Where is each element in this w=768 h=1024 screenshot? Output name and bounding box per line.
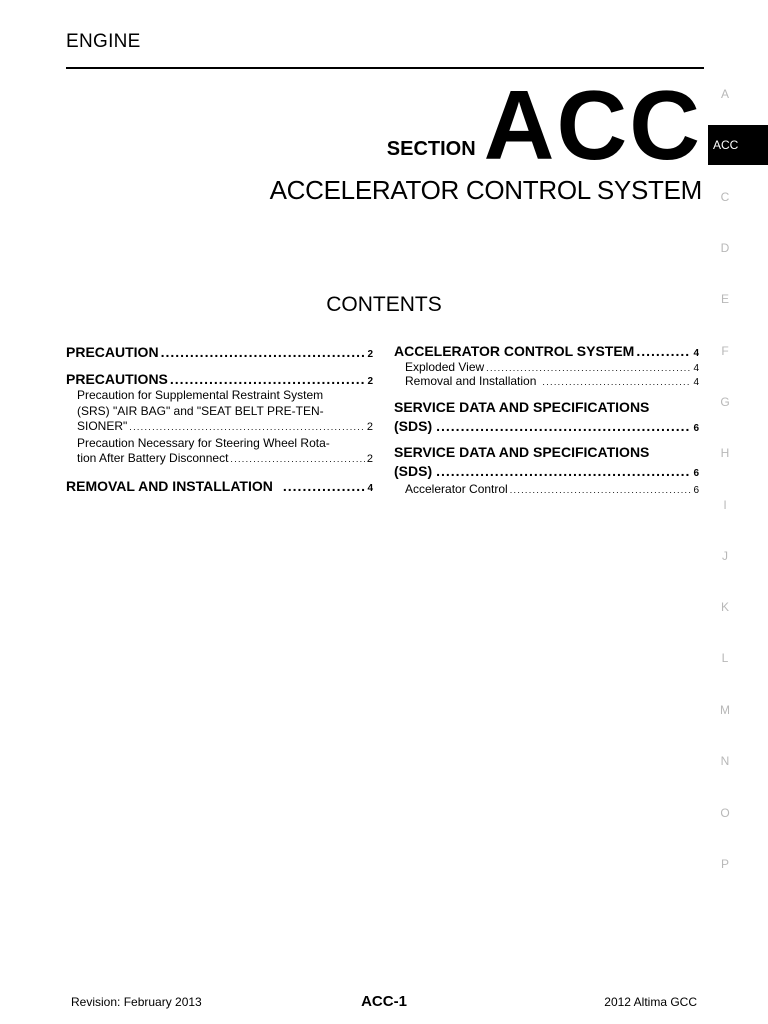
toc-label-line: (SDS) (394, 418, 433, 434)
index-tab-g[interactable]: G (720, 395, 730, 409)
contents-heading: CONTENTS (326, 293, 442, 316)
toc-label: Accelerator Control (405, 482, 508, 496)
header-rule (66, 67, 704, 69)
toc-label-line: Precaution Necessary for Steering Wheel Rota- (77, 435, 330, 450)
toc-label-line: SERVICE DATA AND SPECIFICATIONS (394, 399, 650, 415)
revision-date: Revision: February 2013 (71, 995, 202, 1009)
dot-leader (436, 417, 691, 436)
index-tab-k[interactable]: K (720, 600, 729, 614)
toc-entry-removal-installation[interactable] (66, 478, 373, 494)
dot-leader (636, 343, 691, 359)
toc-page: 2 (366, 453, 373, 465)
toc-left-column (66, 344, 373, 494)
toc-label-line: (SRS) "AIR BAG" and "SEAT BELT PRE-TEN- (77, 403, 324, 418)
toc-entry-srs[interactable] (66, 388, 373, 436)
toc-page: 2 (366, 421, 373, 433)
index-tab-f[interactable]: F (721, 344, 729, 358)
toc-entry-sds-2[interactable] (394, 443, 699, 483)
dot-leader (486, 363, 691, 373)
toc-entry-sds-1[interactable] (394, 398, 699, 438)
toc-page: 4 (693, 348, 699, 359)
toc-page: 6 (693, 423, 699, 434)
index-tab-j[interactable]: J (722, 549, 728, 563)
toc-page: 6 (693, 485, 699, 496)
section-code: ACC (483, 70, 702, 180)
index-tab-p[interactable]: P (720, 857, 729, 871)
toc-page: 2 (367, 349, 373, 360)
toc-entry-exploded-view[interactable] (394, 360, 699, 374)
dot-leader (230, 452, 364, 468)
page-number: ACC-1 (361, 993, 407, 1010)
toc-entry-precaution[interactable] (66, 344, 373, 360)
index-tab-m[interactable]: M (720, 703, 730, 717)
section-group-header: ENGINE (66, 31, 141, 52)
section-name: ACCELERATOR CONTROL SYSTEM (269, 175, 702, 205)
toc-label: Exploded View (405, 360, 485, 374)
toc-label: ACCELERATOR CONTROL SYSTEM (394, 343, 635, 359)
index-tab-o[interactable]: O (720, 806, 730, 820)
toc-page: 4 (367, 482, 373, 494)
toc-page: 6 (693, 468, 699, 479)
toc-label-line: SIONER" (77, 419, 128, 433)
toc-entry-removal-and-installation[interactable] (394, 374, 699, 388)
toc-page: 4 (693, 377, 699, 388)
dot-leader (436, 462, 691, 481)
dot-leader (283, 478, 366, 494)
dot-leader (161, 344, 366, 360)
toc-label-line: SERVICE DATA AND SPECIFICATIONS (394, 444, 650, 460)
toc-entry-steering-wheel[interactable] (66, 436, 373, 468)
toc-label: PRECAUTIONS (66, 371, 168, 387)
toc-label-line: Precaution for Supplemental Restraint System (77, 388, 324, 402)
toc-label: REMOVAL AND INSTALLATION (66, 477, 273, 494)
index-tab-c[interactable]: C (720, 190, 730, 204)
section-word: SECTION (386, 138, 476, 161)
index-tab-n[interactable]: N (720, 754, 730, 768)
index-tab-h[interactable]: H (720, 446, 730, 460)
index-tab-l[interactable]: L (721, 651, 729, 665)
index-tab-i[interactable]: I (723, 498, 727, 512)
toc-entry-accelerator-control-system[interactable] (394, 343, 699, 359)
vehicle-model: 2012 Altima GCC (604, 995, 697, 1009)
toc-entry-accelerator-control[interactable] (394, 482, 699, 496)
toc-page: 4 (693, 363, 699, 374)
index-tab-a[interactable]: A (720, 87, 729, 101)
toc-label-line: tion After Battery Disconnect (77, 451, 229, 465)
dot-leader (129, 420, 365, 436)
toc-entry-precautions[interactable] (66, 371, 373, 387)
toc-label-line: (SDS) (394, 463, 433, 479)
section-index-sidebar (708, 0, 768, 1024)
toc-label: PRECAUTION (66, 344, 159, 360)
toc-page: 2 (367, 376, 373, 387)
dot-leader (510, 485, 692, 495)
dot-leader (542, 377, 691, 387)
index-tab-d[interactable]: D (720, 241, 730, 255)
toc-label: Removal and Installation (405, 374, 537, 388)
section-title-block (386, 70, 702, 180)
dot-leader (170, 371, 366, 387)
index-tab-acc-active[interactable]: ACC (708, 125, 768, 165)
toc-right-column (394, 343, 699, 496)
index-tab-e[interactable]: E (720, 292, 729, 306)
